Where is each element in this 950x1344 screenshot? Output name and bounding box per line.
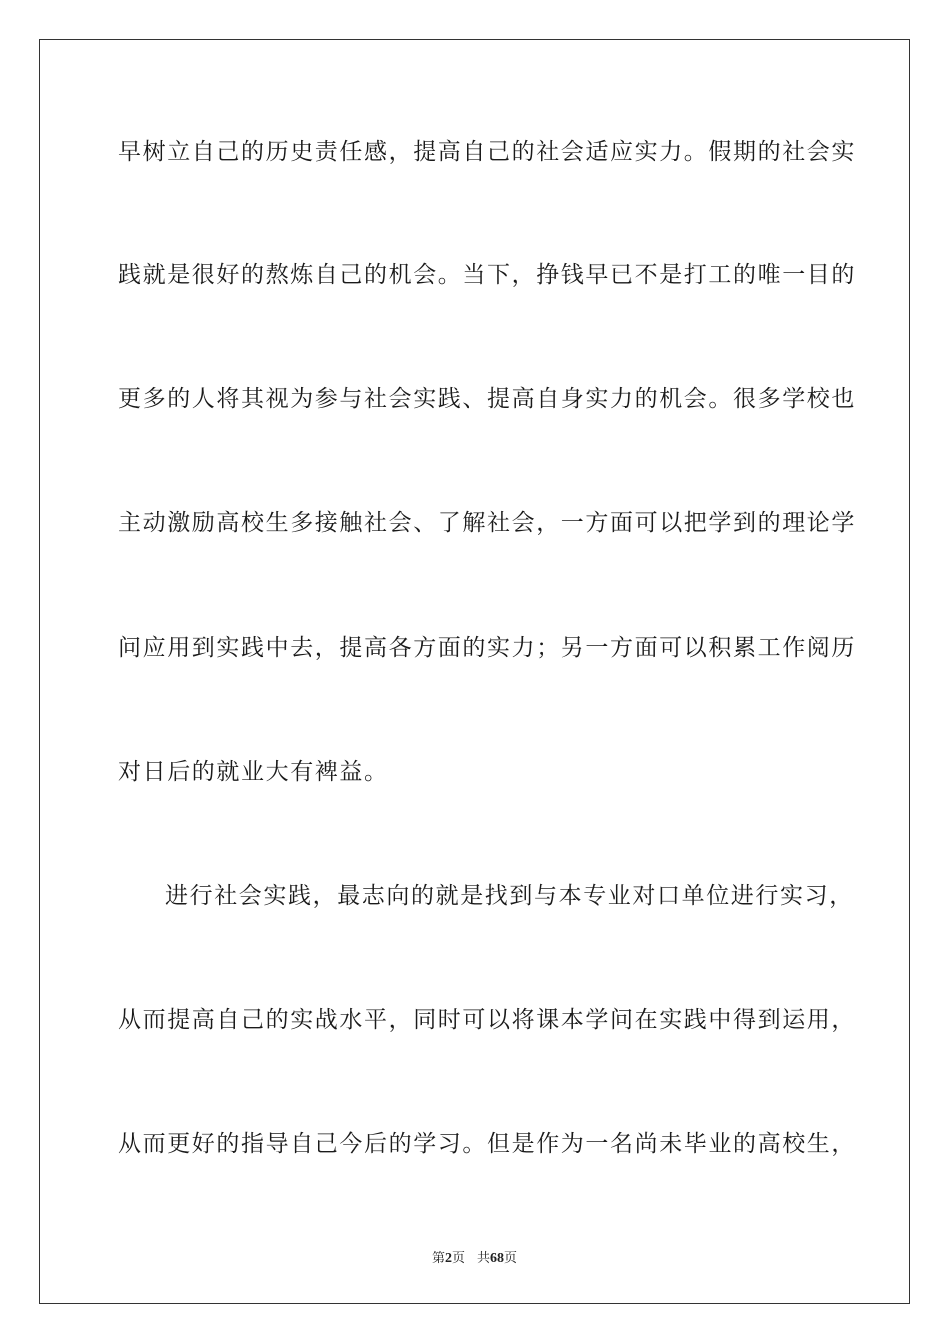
total-prefix: 共 [477,1251,491,1266]
text-line-1: 早树立自己的历史责任感，提高自己的社会适应实力。假期的社会实 [118,139,856,165]
page-suffix: 页 [451,1251,465,1266]
text-line-2: 践就是很好的熬炼自己的机会。当下，挣钱早已不是打工的唯一目的 [118,262,856,288]
total-suffix: 页 [504,1251,518,1266]
text-line-3: 更多的人将其视为参与社会实践、提高自身实力的机会。很多学校也 [118,386,856,412]
total-pages: 68 [490,1251,505,1266]
text-line-7-indented: 进行社会实践，最志向的就是找到与本专业对口单位进行实习， [165,883,854,909]
text-line-9: 从而更好的指导自己今后的学习。但是作为一名尚未毕业的高校生， [118,1131,856,1157]
page-footer [40,1247,909,1267]
page-number: 2 [444,1251,452,1266]
page-frame [39,39,910,1304]
text-line-6: 对日后的就业大有裨益。 [118,759,389,785]
page-prefix: 第 [431,1251,445,1266]
text-line-4: 主动激励高校生多接触社会、了解社会，一方面可以把学到的理论学 [118,510,856,536]
text-line-8: 从而提高自己的实战水平，同时可以将课本学问在实践中得到运用， [118,1007,856,1033]
text-line-5: 问应用到实践中去，提高各方面的实力；另一方面可以积累工作阅历 [118,635,856,661]
